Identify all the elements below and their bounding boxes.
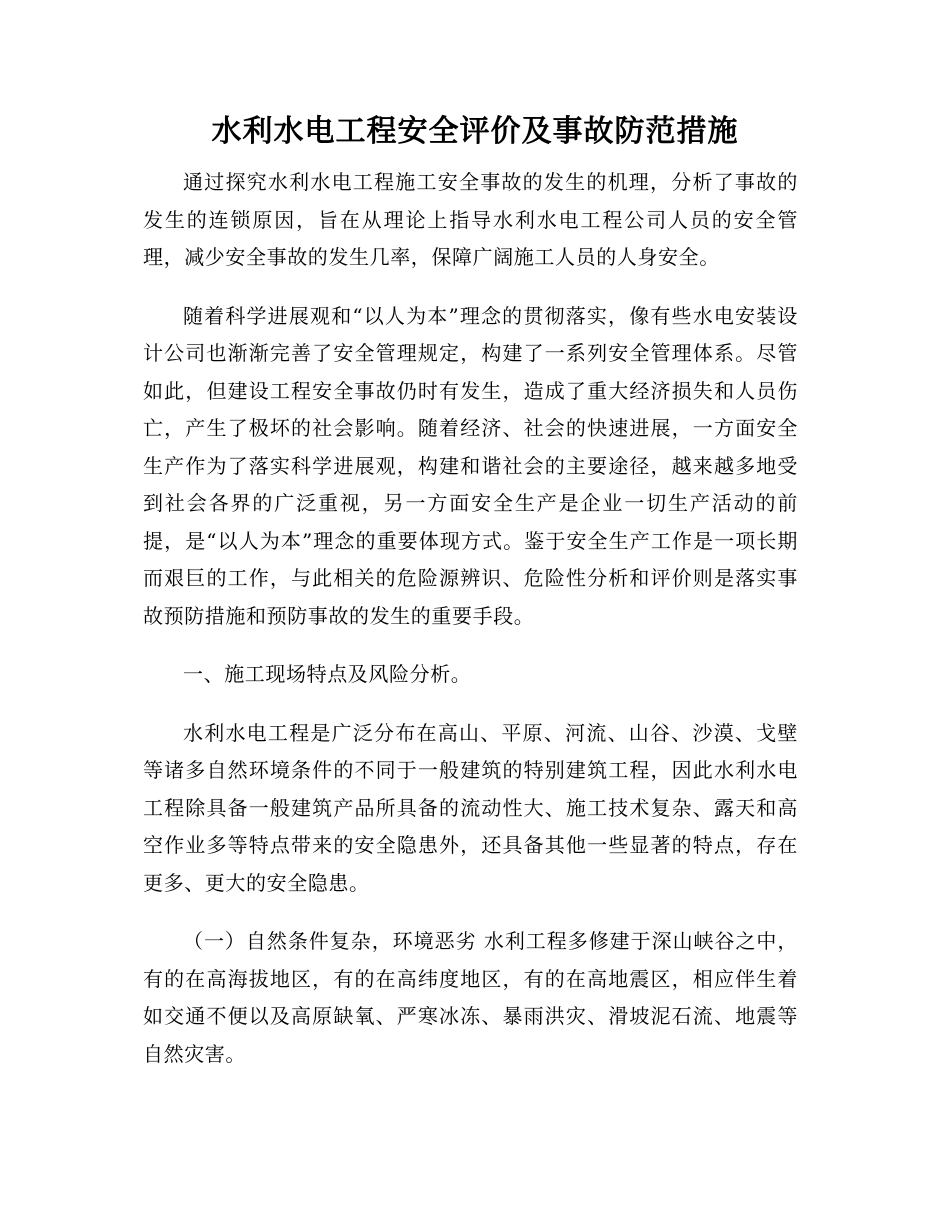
document-title: 水利水电工程安全评价及事故防范措施 — [211, 114, 739, 149]
section-heading-1: 一、施工现场特点及风险分析。 — [183, 662, 472, 686]
paragraph-intro: 通过探究水利水电工程施工安全事故的发生的机理，分析了事故的发生的连锁原因，旨在从理论上指导水利水电工程公司人员的安全管理，减少安全事故的发生几率，保障广阔施工人员的人身安全。 — [143, 170, 798, 269]
paragraph-background: 随着科学进展观和“以人为本”理念的贯彻落实，像有些水电安装设计公司也渐渐完善了安全管理规定，构建了一系列安全管理体系。尽管如此，但建设工程安全事故仍时有发生，造成了重大经济损失和人员伤亡，产生了极坏的社会影响。随着经济、社会的快速进展，一方面安全生产作为了落实科学进展观，构建和谐社会的主要途径，越来越多地受到社会各界的广泛重视，另一方面安全生产是企业一切生产活动的前提，是“以人为本”理念的重要体现方式。鉴于安全生产工作是一项长期而艰巨的工作，与此相关的危险源辨识、危险性分析和评价则是落实事故预防措施和预防事故的发生的重要手段。 — [143, 303, 798, 628]
paragraph-natural-conditions: （一）自然条件复杂，环境恶劣 水利工程多修建于深山峡谷之中，有的在高海拔地区，有的在高纬度地区，有的在高地震区，相应伴生着如交通不便以及高原缺氧、严寒冰冻、暴雨洪灾、滑坡泥石流、地震等自然灾害。 — [143, 929, 798, 1066]
document-body — [143, 164, 798, 1094]
paragraph-characteristics: 水利水电工程是广泛分布在高山、平原、河流、山谷、沙漠、戈壁等诸多自然环境条件的不同于一般建筑的特别建筑工程，因此水利水电工程除具备一般建筑产品所具备的流动性大、施工技术复杂、露天和高空作业多等特点带来的安全隐患外，还具备其他一些显著的特点，存在更多、更大的安全隐患。 — [143, 720, 798, 895]
